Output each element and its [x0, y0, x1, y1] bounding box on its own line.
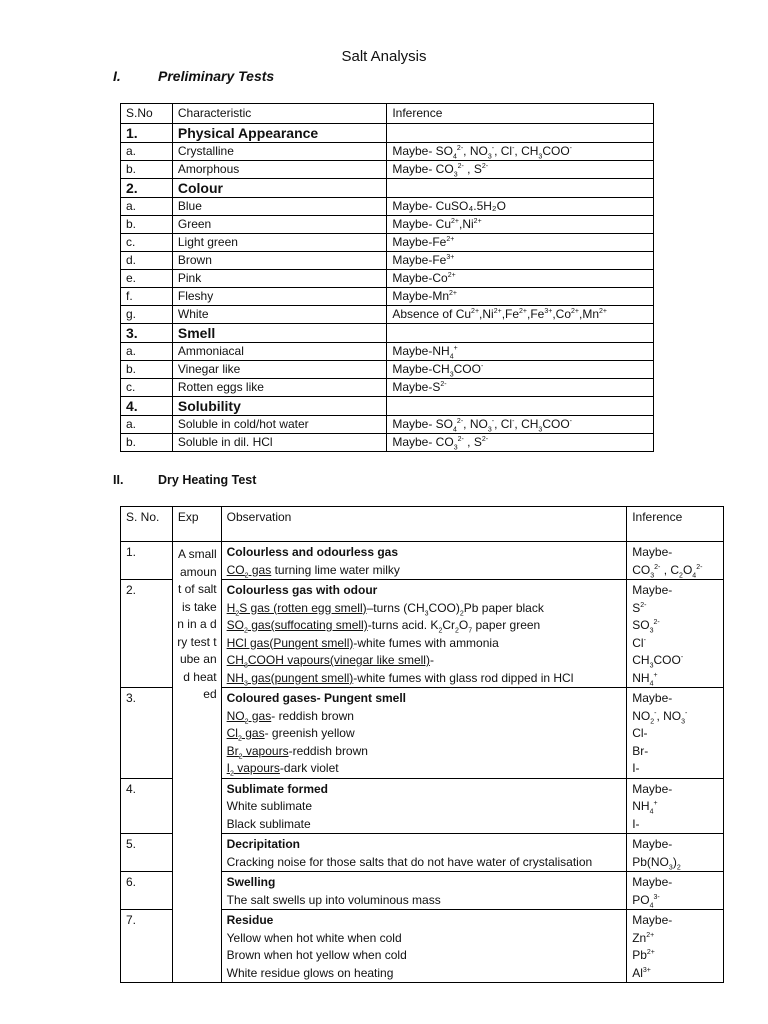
header-sno: S. No. [121, 507, 173, 542]
row-observation: Colourless and odourless gas $CO_2$ gas turning lime water milky [221, 542, 627, 580]
row-characteristic: Blue [172, 198, 386, 216]
table-row [121, 542, 724, 580]
group-row [121, 179, 654, 198]
section-heading-preliminary [113, 68, 274, 84]
row-sno: d. [121, 252, 173, 270]
row-inference: Absence of $Cu^{2+},Ni^{2+},Fe^{2+},Fe^{3+},Co^{2+},Mn^{2+}$ [387, 306, 654, 324]
table-row [121, 361, 654, 379]
row-sno: 3. [121, 688, 173, 779]
row-inference: Maybe-$Mn^{2+}$ [387, 288, 654, 306]
table-row [121, 161, 654, 179]
row-characteristic: Fleshy [172, 288, 386, 306]
row-characteristic: Soluble in dil. HCl [172, 434, 386, 452]
row-inference: Maybe-$Fe^{2+}$ [387, 234, 654, 252]
row-sno: 4. [121, 778, 173, 834]
row-characteristic: Rotten eggs like [172, 379, 386, 397]
dry-heating-table [120, 506, 724, 983]
row-inference: Maybe- $Zn^{2+}$ $Pb^{2+}$ $Al^{3+}$ [627, 910, 724, 983]
row-inference: Maybe- $CO_3^{2-}$ , $S^{2-}$ [387, 434, 654, 452]
table-row [121, 198, 654, 216]
table-row [121, 416, 654, 434]
section-number: II. [113, 473, 124, 487]
row-inference: Maybe-$Co^{2+}$ [387, 270, 654, 288]
row-sno: b. [121, 434, 173, 452]
section-number: I. [113, 68, 121, 84]
row-sno: b. [121, 216, 173, 234]
row-inference: Maybe- $NH_4^+$ I- [627, 778, 724, 834]
section-title: Dry Heating Test [158, 473, 257, 487]
section-title: Preliminary Tests [158, 68, 275, 84]
group-row [121, 397, 654, 416]
row-sno: b. [121, 161, 173, 179]
group-number: 3. [121, 324, 173, 343]
row-inference: Maybe- $SO_4^{2-}$, $NO_3^-$, Cl-, $CH_3COO^-$ [387, 416, 654, 434]
table-row [121, 288, 654, 306]
row-inference: Maybe-$Fe^{3+}$ [387, 252, 654, 270]
table-header-row [121, 507, 724, 542]
group-title: Colour [172, 179, 386, 198]
row-sno: g. [121, 306, 173, 324]
row-sno: c. [121, 234, 173, 252]
table-row [121, 434, 654, 452]
group-number: 2. [121, 179, 173, 198]
row-inference: Maybe-$NH_4^+$ [387, 343, 654, 361]
group-title: Smell [172, 324, 386, 343]
row-sno: 1. [121, 542, 173, 580]
experiment-description: A small amount of salt is taken in a dry test tube and heated [172, 542, 221, 983]
group-inference [387, 397, 654, 416]
row-inference: Maybe-$S^{2-}$ [387, 379, 654, 397]
table-header-row [121, 104, 654, 124]
table-row [121, 306, 654, 324]
group-number: 1. [121, 124, 173, 143]
row-sno: a. [121, 198, 173, 216]
row-observation: Decripitation Cracking noise for those salts that do not have water of crystalisation [221, 834, 627, 872]
row-characteristic: White [172, 306, 386, 324]
row-characteristic: Ammoniacal [172, 343, 386, 361]
row-inference: Maybe- $PO_4^{3-}$ [627, 872, 724, 910]
header-characteristic: Characteristic [172, 104, 386, 124]
table-row [121, 270, 654, 288]
group-number: 4. [121, 397, 173, 416]
row-sno: 2. [121, 580, 173, 688]
header-observation: Observation [221, 507, 627, 542]
group-title: Physical Appearance [172, 124, 386, 143]
group-inference [387, 179, 654, 198]
row-observation: Swelling The salt swells up into voluminous mass [221, 872, 627, 910]
row-inference: Maybe- $CO_3^{2-}$ , $S^{2-}$ [387, 161, 654, 179]
table-row [121, 343, 654, 361]
row-sno: 7. [121, 910, 173, 983]
row-inference: Maybe- $NO_2^-$, $NO_3^-$ Cl- Br- I- [627, 688, 724, 779]
row-characteristic: Green [172, 216, 386, 234]
row-characteristic: Pink [172, 270, 386, 288]
group-row [121, 324, 654, 343]
row-sno: e. [121, 270, 173, 288]
document-title: Salt Analysis [341, 48, 427, 65]
row-characteristic: Soluble in cold/hot water [172, 416, 386, 434]
row-inference: Maybe- $S^{2-}$ $SO_3^{2-}$ Cl- $CH_3COO^-$ $NH_4^+$ [627, 580, 724, 688]
row-sno: c. [121, 379, 173, 397]
row-inference: Maybe-$CH_3COO^-$ [387, 361, 654, 379]
row-characteristic: Vinegar like [172, 361, 386, 379]
table-row [121, 252, 654, 270]
row-sno: 6. [121, 872, 173, 910]
row-characteristic: Light green [172, 234, 386, 252]
group-inference [387, 124, 654, 143]
header-sno: S.No [121, 104, 173, 124]
row-inference: Maybe- $CO_3^{2-}$ , $C_2O_4^{2-}$ [627, 542, 724, 580]
row-characteristic: Crystalline [172, 143, 386, 161]
group-inference [387, 324, 654, 343]
row-characteristic: Amorphous [172, 161, 386, 179]
group-title: Solubility [172, 397, 386, 416]
group-row [121, 124, 654, 143]
row-sno: 5. [121, 834, 173, 872]
row-inference: Maybe- CuSO₄.5H₂O [387, 198, 654, 216]
header-inference: Inference [627, 507, 724, 542]
row-observation: Residue Yellow when hot white when cold Brown when hot yellow when cold White residue glows on heating [221, 910, 627, 983]
table-row [121, 379, 654, 397]
row-sno: f. [121, 288, 173, 306]
row-sno: a. [121, 343, 173, 361]
row-sno: a. [121, 416, 173, 434]
section-heading-dry-heating [113, 473, 256, 487]
header-inference: Inference [387, 104, 654, 124]
table-row [121, 216, 654, 234]
row-inference: Maybe- $Pb(NO_3)_2$ [627, 834, 724, 872]
table-row [121, 143, 654, 161]
row-sno: a. [121, 143, 173, 161]
row-sno: b. [121, 361, 173, 379]
table-row [121, 234, 654, 252]
row-inference: Maybe- $Cu^{2+},Ni^{2+}$ [387, 216, 654, 234]
header-exp: Exp [172, 507, 221, 542]
row-observation: Sublimate formed White sublimate Black sublimate [221, 778, 627, 834]
row-observation: Coloured gases- Pungent smell $NO_2$ gas- reddish brown $Cl_2$ gas- greenish yellow $Br_2$ vapours-reddish brown $I_2$ vapours-dark violet [221, 688, 627, 779]
preliminary-tests-table [120, 103, 654, 452]
row-characteristic: Brown [172, 252, 386, 270]
row-inference: Maybe- $SO_4^{2-}$, $NO_3^-$, Cl-, $CH_3COO^-$ [387, 143, 654, 161]
row-observation: Colourless gas with odour $H_2S$ gas (rotten egg smell)–turns $(CH_3COO)_2Pb$ paper black $SO_2$ gas(suffocating smell)-turns acid. $K_2Cr_2O_7$ paper green HCl gas(Pungent smell)-white fumes with ammonia $CH_3COOH$ vapours(vinegar like smell)- $NH_3$ gas(pungent smell)-white fumes with glass rod dipped in HCl [221, 580, 627, 688]
